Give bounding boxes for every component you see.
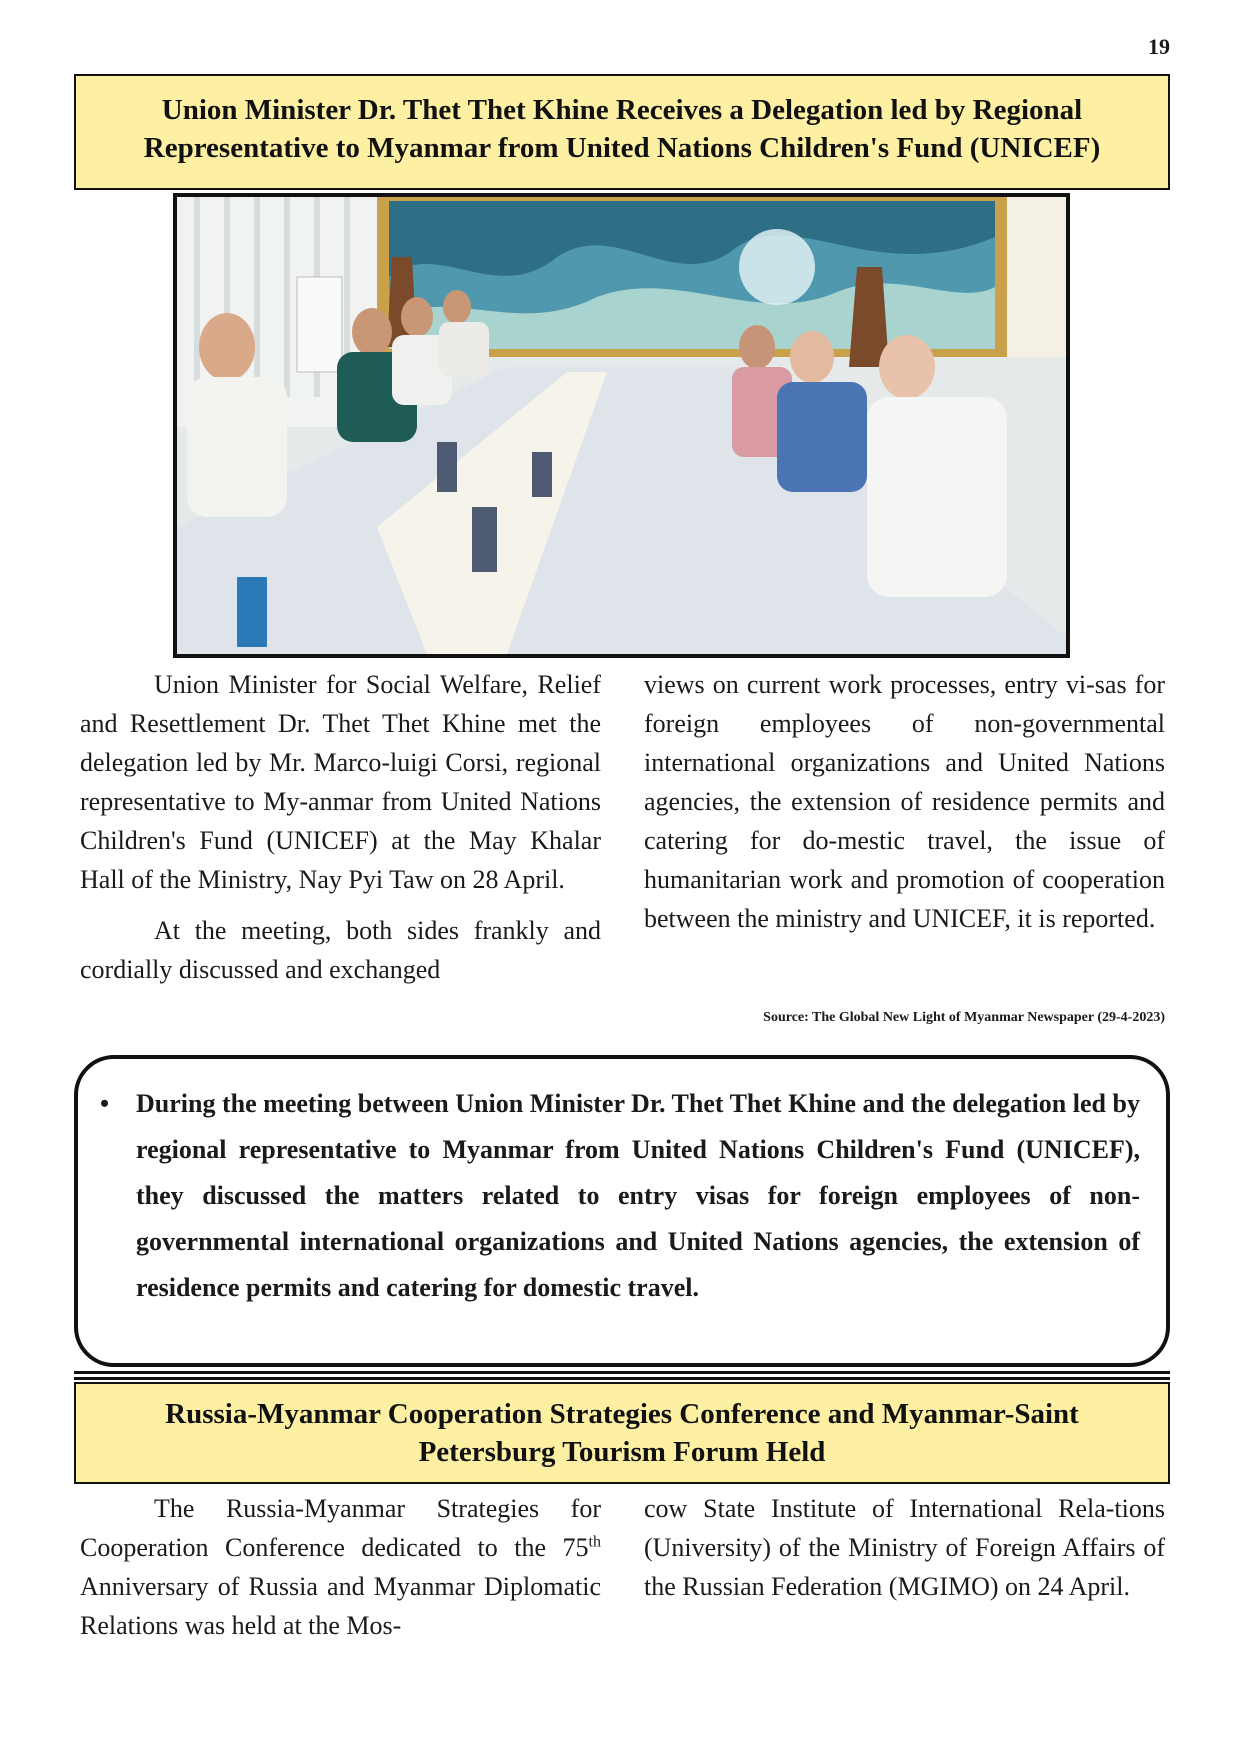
article2-text-part2: Anniversary of Russia and Myanmar Diplomatic Relations was held at the Mos- xyxy=(80,1572,601,1640)
article2-paragraph-2: cow State Institute of International Rela-tions (University) of the Ministry of Foreign Affairs of the Russian Federation (MGIMO) on 24 April. xyxy=(644,1494,1165,1601)
article-title-russia xyxy=(74,1382,1170,1484)
summary-text: During the meeting between Union Minister Dr. Thet Thet Khine and the delegation led by regional representative to Myanmar from United Nations Children's Fund (UNICEF), they discussed the matters related to entry visas for foreign employees of non-governmental international organizations and United Nations agencies, the extension of residence permits and catering for domestic travel. xyxy=(136,1089,1140,1302)
section-divider-top xyxy=(74,1371,1170,1374)
meeting-photo-illustration xyxy=(177,197,1066,654)
article1-paragraph-1: Union Minister for Social Welfare, Relief and Resettlement Dr. Thet Thet Khine met the delegation led by Mr. Marco-luigi Corsi, regional representative to My-anmar from United Nations Children's Fund (UNICEF) at the May Khalar Hall of the Ministry, Nay Pyi Taw on 28 April. xyxy=(80,670,601,894)
summary-list-item xyxy=(78,1059,1166,1311)
meeting-photo xyxy=(173,193,1070,658)
page-number: 19 xyxy=(1148,34,1170,59)
article1-right-column xyxy=(644,665,1165,938)
title-line-1: Union Minister Dr. Thet Thet Khine Receives a Delegation led by Regional xyxy=(161,94,1083,126)
title-line-2: Representative to Myanmar from United Nations Children's Fund (UNICEF) xyxy=(143,132,1101,164)
article1-paragraph-3: views on current work processes, entry vi-sas for foreign employees of non-governmental international organizations and United Nations agencies, the extension of residence permits and catering for do-mestic travel, the issue of humanitarian work and promotion of cooperation between the ministry and UNICEF, it is reported. xyxy=(644,670,1165,933)
article1-source: Source: The Global New Light of Myanmar Newspaper (29-4-2023) xyxy=(763,1010,1165,1025)
summary-callout xyxy=(74,1055,1170,1367)
article1-paragraph-2: At the meeting, both sides frankly and cordially discussed and exchanged xyxy=(80,916,601,984)
article-title-unicef xyxy=(74,74,1170,190)
bullet-icon: • xyxy=(100,1089,110,1118)
title2-line-1: Russia-Myanmar Cooperation Strategies Conference and Myanmar-Saint xyxy=(165,1398,1079,1430)
article2-text-part1: The Russia-Myanmar Strategies for Cooperation Conference dedicated to the 75 xyxy=(80,1494,601,1562)
article1-left-column xyxy=(80,665,601,989)
article2-left-column xyxy=(80,1489,601,1645)
ordinal-suffix: th xyxy=(588,1533,601,1551)
section-divider-bottom xyxy=(74,1377,1170,1380)
article2-right-column xyxy=(644,1489,1165,1606)
title2-line-2: Petersburg Tourism Forum Held xyxy=(418,1436,826,1468)
article2-paragraph-1 xyxy=(80,1489,601,1645)
